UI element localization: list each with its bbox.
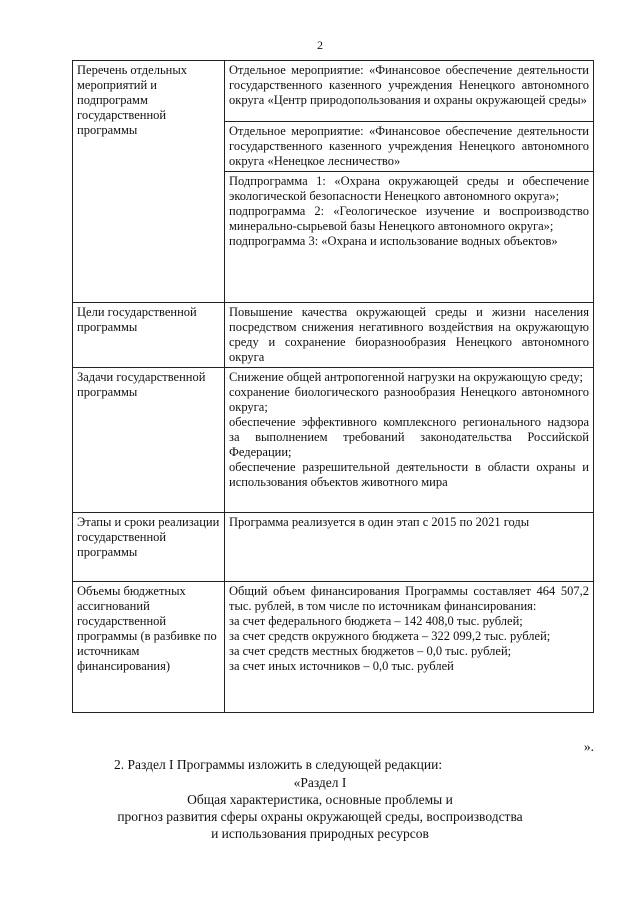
table-row: [73, 368, 594, 513]
paragraph: за счет иных источников – 0,0 тыс. рублей: [229, 659, 454, 673]
paragraph: Программа реализуется в один этап с 2015 по 2021 годы: [229, 515, 530, 529]
paragraph: Отдельное мероприятие: «Финансовое обеспечение деятельности государственного казенного учреждения Ненецкого автономного округа «Центр природопользования и охраны окружающей среды»: [229, 63, 589, 107]
row-label: Задачи государственной программы: [73, 368, 225, 513]
row-value: [225, 582, 594, 713]
table-row: [73, 582, 594, 713]
row-label: Перечень отдельных мероприятий и подпрограмм государственной программы: [73, 61, 225, 303]
closing-quote: ».: [583, 739, 594, 754]
row-value: [225, 513, 594, 582]
row-label: Этапы и сроки реализации государственной программы: [73, 513, 225, 582]
row-label: Цели государственной программы: [73, 303, 225, 368]
page-number: 2: [317, 38, 323, 52]
paragraph: за счет средств местных бюджетов – 0,0 тыс. рублей;: [229, 644, 512, 658]
row-value: [225, 122, 594, 172]
paragraph: за счет средств окружного бюджета – 322 099,2 тыс. рублей;: [229, 629, 551, 643]
section-item-text: 2. Раздел I Программы изложить в следующей редакции:: [114, 757, 443, 772]
paragraph: обеспечение эффективного комплексного регионального надзора за выполнением требований законодательства Российской Федерации;: [229, 415, 589, 459]
section-heading: [0, 774, 640, 842]
row-value: [225, 368, 594, 513]
paragraph: подпрограмма 3: «Охрана и использование водных объектов»: [229, 234, 558, 248]
table-row: [73, 303, 594, 368]
section-subtitle-line: Общая характеристика, основные проблемы и: [187, 792, 453, 807]
program-passport-table: [72, 60, 594, 713]
paragraph: за счет федерального бюджета – 142 408,0 тыс. рублей;: [229, 614, 523, 628]
table-row: [73, 513, 594, 582]
paragraph: Снижение общей антропогенной нагрузки на окружающую среду;: [229, 370, 583, 384]
section-subtitle-line: прогноз развития сферы охраны окружающей среды, воспроизводства: [117, 809, 523, 824]
row-value: [225, 172, 594, 303]
table-row: [73, 61, 594, 122]
paragraph: Общий объем финансирования Программы составляет 464 507,2 тыс. рублей, в том числе по источникам финансирования:: [229, 584, 589, 613]
row-value: [225, 61, 594, 122]
paragraph: Подпрограмма 1: «Охрана окружающей среды и обеспечение экологической безопасности Ненецкого автономного округа»;: [229, 174, 589, 203]
paragraph: обеспечение разрешительной деятельности в области охраны и использования объектов животного мира: [229, 460, 589, 489]
row-value: [225, 303, 594, 368]
paragraph: подпрограмма 2: «Геологическое изучение и воспроизводство минерально-сырьевой базы Ненецкого автономного округа»;: [229, 204, 589, 233]
section-title: «Раздел I: [293, 775, 347, 790]
paragraph: Повышение качества окружающей среды и жизни населения посредством снижения негативного воздействия на окружающую среду и сохранение биоразнообразия Ненецкого автономного округа: [229, 305, 589, 364]
row-label: Объемы бюджетных ассигнований государственной программы (в разбивке по источникам финансирования): [73, 582, 225, 713]
paragraph: Отдельное мероприятие: «Финансовое обеспечение деятельности государственного казенного учреждения Ненецкого автономного округа «Ненецкое лесничество»: [229, 124, 589, 168]
paragraph: сохранение биологического разнообразия Ненецкого автономного округа;: [229, 385, 589, 414]
section-subtitle-line: и использования природных ресурсов: [211, 826, 429, 841]
